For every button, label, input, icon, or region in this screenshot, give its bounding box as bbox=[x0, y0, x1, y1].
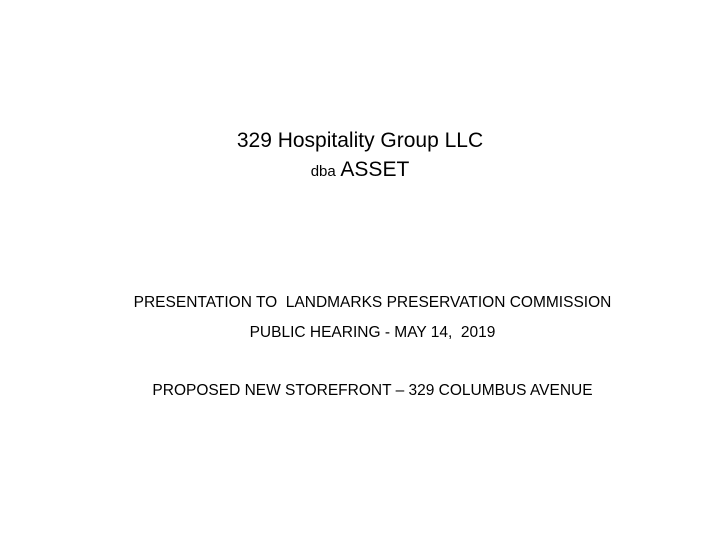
presentation-line: PRESENTATION TO LANDMARKS PRESERVATION COMMISSION bbox=[133, 294, 612, 311]
company-name: 329 Hospitality Group LLC bbox=[236, 129, 484, 152]
dba-prefix: dba bbox=[310, 163, 336, 180]
hearing-date-line: PUBLIC HEARING - MAY 14, 2019 bbox=[249, 324, 496, 341]
dba-name: ASSET bbox=[340, 158, 410, 181]
dba-line bbox=[0, 156, 720, 186]
proposal-line: PROPOSED NEW STOREFRONT – 329 COLUMBUS AVENUE bbox=[152, 382, 593, 399]
title-block bbox=[0, 126, 720, 186]
